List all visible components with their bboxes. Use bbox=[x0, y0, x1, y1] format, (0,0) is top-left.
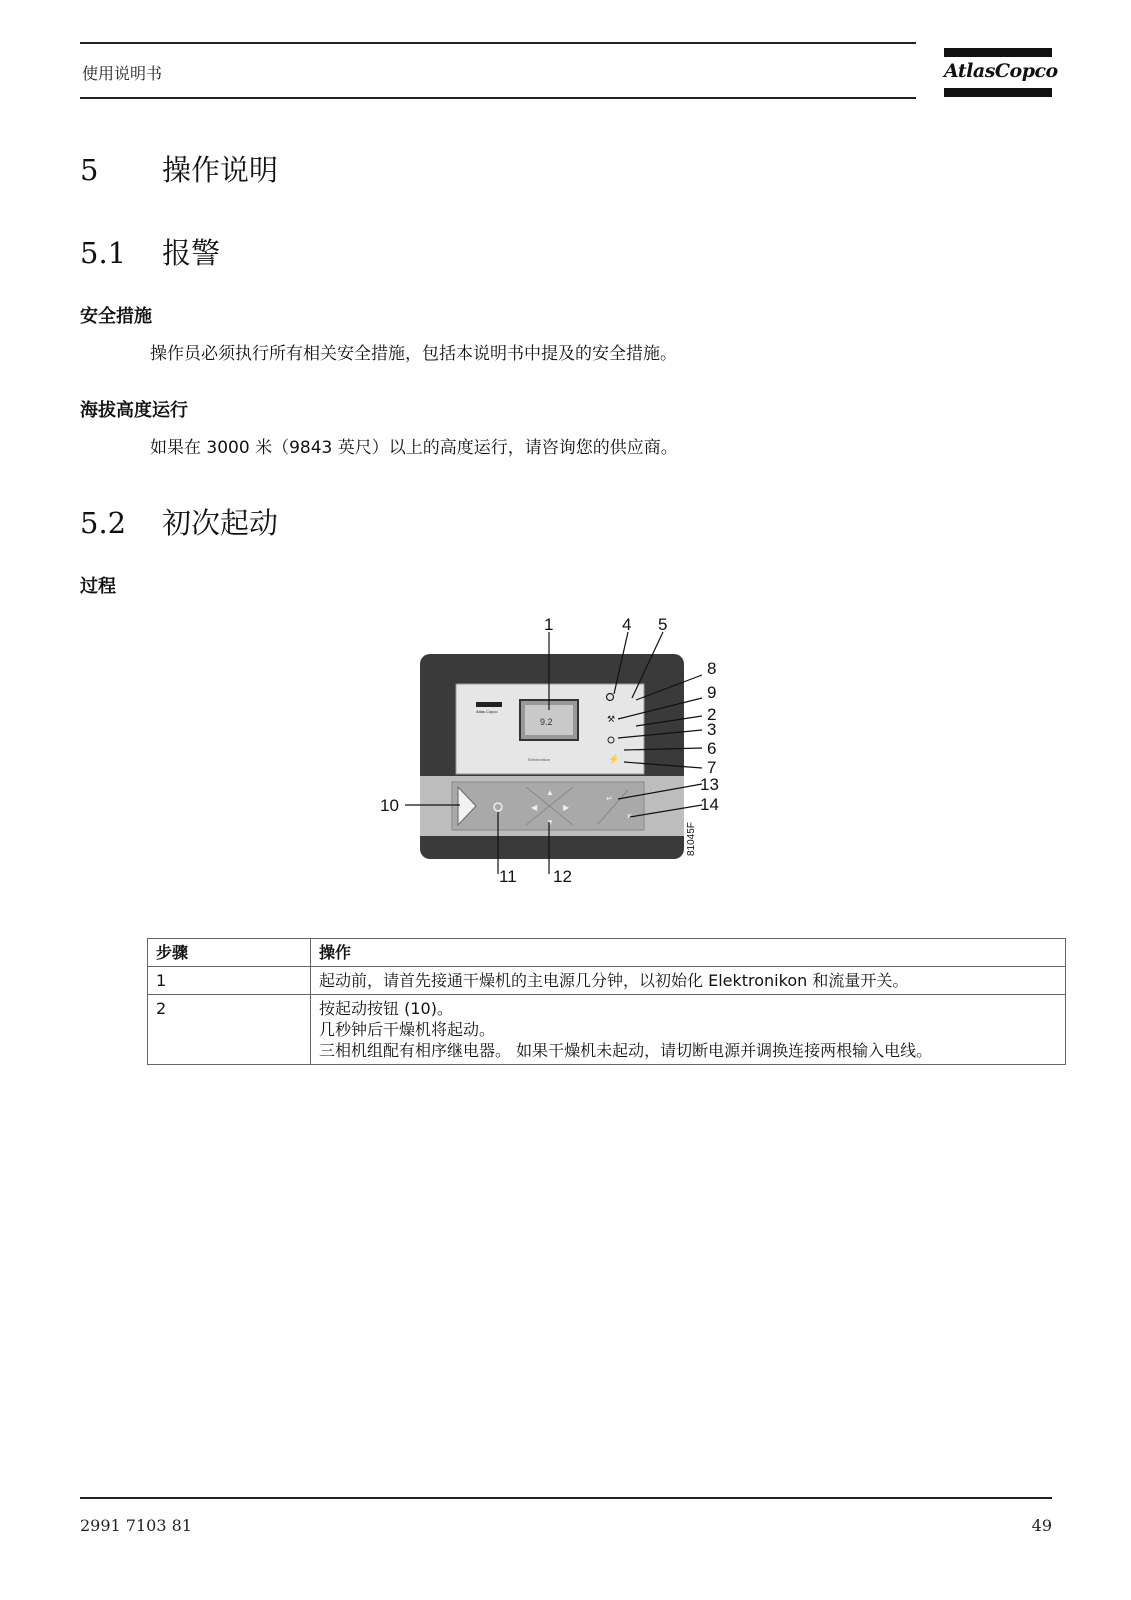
controller-label: Elektronikon bbox=[528, 757, 551, 762]
column-header-action: 操作 bbox=[311, 939, 1066, 967]
action-line: 三相机组配有相序继电器。 如果干燥机未起动，请切断电源并调换连接两根输入电线。 bbox=[319, 1041, 933, 1060]
footer-rule bbox=[80, 1497, 1052, 1499]
document-title: 使用说明书 bbox=[82, 64, 163, 83]
callout-2: 2 bbox=[707, 705, 717, 724]
panel-logo-bar bbox=[476, 702, 502, 707]
altitude-text: 如果在 3000 米（9843 英尺）以上的高度运行，请咨询您的供应商。 bbox=[150, 438, 678, 458]
action-line: 起动前，请首先接通干燥机的主电源几分钟，以初始化 Elektronikon 和流量开关。 bbox=[319, 971, 909, 990]
callout-10: 10 bbox=[380, 796, 399, 815]
step-number: 2 bbox=[148, 995, 311, 1065]
safety-heading: 安全措施 bbox=[80, 306, 152, 327]
arrow-down-icon[interactable]: ▼ bbox=[546, 818, 554, 827]
section-title: 初次起动 bbox=[162, 506, 279, 540]
callout-14: 14 bbox=[700, 795, 719, 814]
callout-11: 11 bbox=[499, 867, 517, 886]
figure-code: 81045F bbox=[686, 822, 697, 856]
control-panel-drawing bbox=[378, 612, 748, 902]
section-5-1-heading bbox=[80, 231, 220, 272]
callout-3: 3 bbox=[707, 720, 717, 739]
page-number: 49 bbox=[1031, 1516, 1052, 1535]
section-number: 5 bbox=[80, 153, 99, 187]
logo-text: AtlasCopco bbox=[944, 60, 1058, 82]
step-action bbox=[311, 995, 1066, 1065]
document-number: 2991 7103 81 bbox=[80, 1516, 192, 1535]
arrow-left-icon[interactable]: ◀ bbox=[531, 803, 538, 812]
logo-bar-bottom bbox=[944, 88, 1052, 97]
callout-4: 4 bbox=[622, 615, 632, 634]
callout-9: 9 bbox=[707, 683, 717, 702]
callout-12: 12 bbox=[553, 867, 572, 886]
display-reading: 9.2 bbox=[540, 717, 553, 727]
section-number: 5.1 bbox=[80, 236, 127, 270]
header-rule-bottom bbox=[80, 97, 916, 99]
section-number: 5.2 bbox=[80, 506, 127, 540]
arrow-right-icon[interactable]: ▶ bbox=[563, 803, 570, 812]
action-line: 按起动按钮 (10)。 bbox=[319, 999, 453, 1018]
table-row bbox=[148, 967, 1066, 995]
callout-8: 8 bbox=[707, 659, 717, 678]
section-5-heading bbox=[80, 148, 278, 189]
atlas-copco-logo bbox=[944, 48, 1058, 100]
section-title: 报警 bbox=[162, 236, 221, 270]
safety-text: 操作员必须执行所有相关安全措施，包括本说明书中提及的安全措施。 bbox=[150, 344, 677, 364]
section-title: 操作说明 bbox=[162, 153, 279, 187]
action-line: 几秒钟后干燥机将起动。 bbox=[319, 1020, 496, 1039]
step-action bbox=[311, 967, 1066, 995]
table-row bbox=[148, 995, 1066, 1065]
service-wrench-icon: ⚒ bbox=[607, 714, 616, 724]
column-header-step: 步骤 bbox=[148, 939, 311, 967]
panel-brand-label: Atlas Copco bbox=[476, 709, 498, 714]
control-panel-figure bbox=[378, 612, 748, 902]
table-header-row bbox=[148, 939, 1066, 967]
procedure-heading: 过程 bbox=[80, 576, 116, 597]
callout-7: 7 bbox=[707, 758, 717, 777]
procedure-table bbox=[147, 938, 1066, 1065]
callout-13: 13 bbox=[700, 775, 719, 794]
arrow-up-icon[interactable]: ▲ bbox=[546, 788, 554, 797]
section-5-2-heading bbox=[80, 501, 278, 542]
callout-5: 5 bbox=[658, 615, 668, 634]
enter-key-icon[interactable]: ↵ bbox=[606, 794, 613, 803]
header-rule-top bbox=[80, 42, 916, 44]
altitude-heading: 海拔高度运行 bbox=[80, 400, 188, 421]
callout-1: 1 bbox=[544, 615, 554, 634]
step-number: 1 bbox=[148, 967, 311, 995]
callout-6: 6 bbox=[707, 739, 717, 758]
logo-bar-top bbox=[944, 48, 1052, 57]
voltage-icon: ⚡ bbox=[608, 754, 620, 764]
escape-key-icon[interactable]: ✕ bbox=[626, 812, 633, 821]
